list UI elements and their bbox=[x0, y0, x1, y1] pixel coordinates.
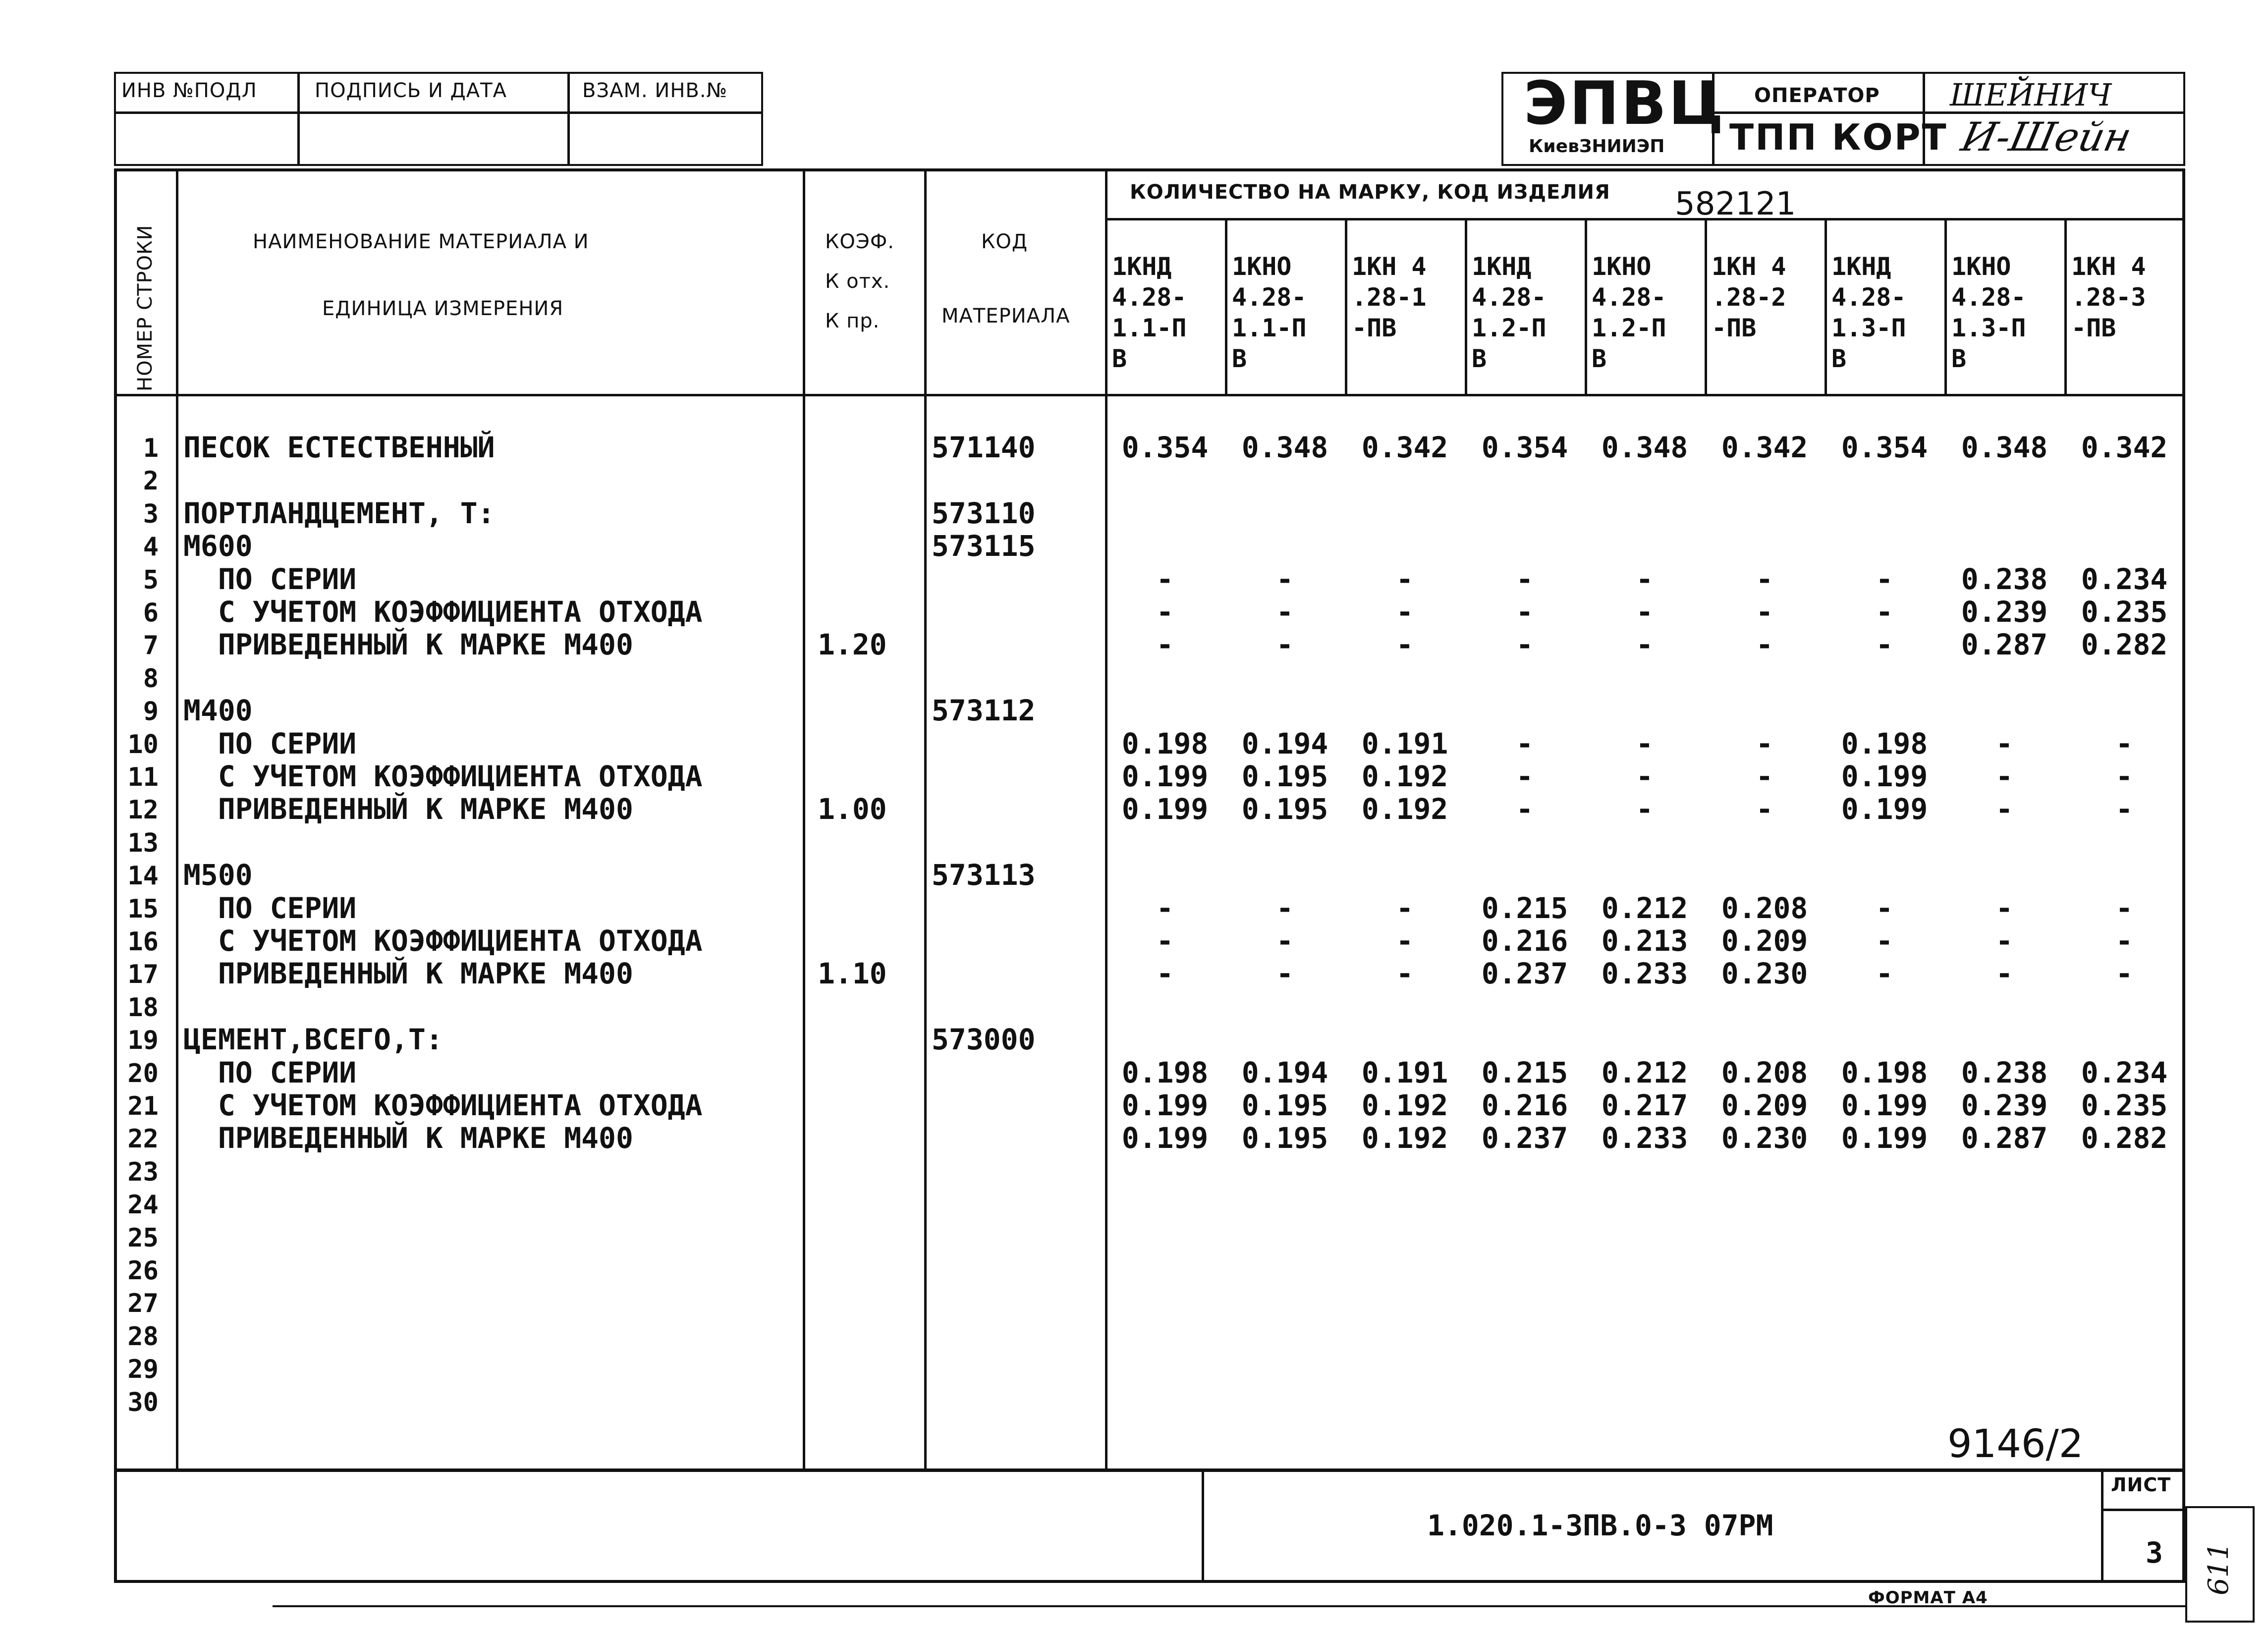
row-number: 30 bbox=[127, 1387, 159, 1417]
quantity-value: 0.235 bbox=[2081, 1088, 2168, 1122]
quantity-value: - bbox=[1756, 792, 1773, 826]
row-number: 8 bbox=[143, 663, 159, 694]
quantity-value: 0.199 bbox=[1841, 792, 1928, 826]
row-number: 6 bbox=[143, 598, 159, 628]
row-number: 22 bbox=[127, 1124, 159, 1154]
row-number: 1 bbox=[143, 434, 159, 463]
quantity-value: 0.199 bbox=[1121, 792, 1209, 826]
quantity-value: - bbox=[2115, 924, 2133, 958]
quantity-value: 0.209 bbox=[1721, 924, 1808, 958]
quantity-value: - bbox=[1516, 628, 1534, 662]
material-name: ПО СЕРИИ bbox=[183, 1055, 357, 1089]
quantity-value: 0.234 bbox=[2081, 562, 2168, 596]
sign-label: ПОДПИСЬ И ДАТА bbox=[315, 79, 507, 102]
quantity-value: - bbox=[1516, 562, 1534, 596]
product-column-header: 1КН 4 bbox=[1712, 252, 1786, 281]
quantity-value: 0.194 bbox=[1241, 1055, 1328, 1089]
quantity-value: 0.230 bbox=[1721, 957, 1808, 991]
quantity-value: 0.287 bbox=[1961, 1121, 2048, 1155]
quantity-value: - bbox=[1636, 628, 1654, 662]
quantity-value: 0.238 bbox=[1961, 562, 2048, 596]
row-number: 11 bbox=[127, 762, 159, 792]
row-number: 23 bbox=[127, 1157, 159, 1187]
material-name: ПЕСОК ЕСТЕСТВЕННЫЙ bbox=[183, 431, 495, 464]
quantity-value: 0.212 bbox=[1601, 1055, 1688, 1089]
row-number: 26 bbox=[127, 1256, 159, 1286]
material-name: М400 bbox=[183, 694, 253, 728]
header-material-line2: ЕДИНИЦА ИЗМЕРЕНИЯ bbox=[322, 297, 564, 320]
quantity-value: 0.195 bbox=[1241, 1088, 1328, 1122]
doc-number: 9146/2 bbox=[1947, 1422, 2084, 1467]
row-number: 28 bbox=[127, 1321, 159, 1352]
quantity-value: - bbox=[1156, 957, 1174, 991]
coefficient-value: 1.20 bbox=[818, 628, 887, 662]
quantity-value: 0.342 bbox=[1361, 431, 1448, 464]
product-column-header: В bbox=[1951, 344, 1967, 373]
product-column-header: 1.3-П bbox=[1951, 314, 2026, 342]
quantity-value: - bbox=[1276, 891, 1294, 925]
quantity-value: - bbox=[1876, 924, 1893, 958]
quantity-value: - bbox=[1876, 628, 1893, 662]
material-code: 573112 bbox=[932, 694, 1036, 728]
institute-name: КиевЗНИИЭП bbox=[1529, 136, 1665, 157]
quantity-value: - bbox=[2115, 726, 2133, 761]
material-name: ПОРТЛАНДЦЕМЕНТ, Т: bbox=[183, 496, 495, 530]
row-number: 24 bbox=[127, 1190, 159, 1220]
product-column-header: .28-3 bbox=[2071, 283, 2146, 312]
product-column-header: 1КНО bbox=[1951, 252, 2011, 281]
coefficient-value: 1.00 bbox=[818, 792, 887, 826]
quantity-value: - bbox=[1876, 562, 1893, 596]
row-number: 19 bbox=[127, 1026, 159, 1056]
quantity-value: 0.194 bbox=[1241, 726, 1328, 761]
quantity-value: - bbox=[1756, 595, 1773, 629]
quantity-value: - bbox=[1995, 726, 2013, 761]
quantity-value: 0.354 bbox=[1121, 431, 1209, 464]
sheet-label: ЛИСТ bbox=[2111, 1474, 2171, 1496]
material-name: С УЧЕТОМ КОЭФФИЦИЕНТА ОТХОДА bbox=[183, 760, 703, 793]
quantity-value: 0.192 bbox=[1361, 1121, 1448, 1155]
product-column-header: 1.2-П bbox=[1472, 314, 1547, 342]
designation: 1.020.1-3ПВ.0-3 07РМ bbox=[1427, 1509, 1773, 1542]
quantity-value: - bbox=[1995, 957, 2013, 991]
quantity-value: - bbox=[1995, 891, 2013, 925]
quantity-value: 0.198 bbox=[1121, 1055, 1209, 1089]
quantity-value: 0.208 bbox=[1721, 891, 1808, 925]
quantity-value: - bbox=[1995, 792, 2013, 826]
header-product-code: 582121 bbox=[1675, 186, 1796, 222]
quantity-value: 0.235 bbox=[2081, 595, 2168, 629]
quantity-value: - bbox=[1396, 562, 1414, 596]
title-block bbox=[114, 1469, 2185, 1583]
quantity-value: - bbox=[1156, 891, 1174, 925]
quantity-value: - bbox=[1756, 726, 1773, 761]
quantity-value: - bbox=[1636, 792, 1654, 826]
quantity-value: - bbox=[1156, 595, 1174, 629]
sheet-value: 3 bbox=[2146, 1536, 2163, 1570]
material-name: ПО СЕРИИ bbox=[183, 891, 357, 925]
quantity-value: 0.209 bbox=[1721, 1088, 1808, 1122]
row-number: 29 bbox=[127, 1355, 159, 1385]
quantity-value: - bbox=[1876, 891, 1893, 925]
product-column-header: 4.28- bbox=[1232, 283, 1307, 312]
quantity-value: - bbox=[1876, 595, 1893, 629]
product-column-header: 1.3-П bbox=[1831, 314, 1906, 342]
handwritten-signature: И-Шейн bbox=[1957, 114, 2136, 160]
quantity-value: 0.198 bbox=[1841, 1055, 1928, 1089]
material-name: ПО СЕРИИ bbox=[183, 562, 357, 596]
quantity-value: 0.233 bbox=[1601, 957, 1688, 991]
quantity-value: 0.234 bbox=[2081, 1055, 2168, 1089]
quantity-value: 0.237 bbox=[1481, 957, 1568, 991]
product-column-header: 4.28- bbox=[1592, 283, 1666, 312]
material-name: С УЧЕТОМ КОЭФФИЦИЕНТА ОТХОДА bbox=[183, 924, 703, 958]
inv-label: ИНВ №ПОДЛ bbox=[121, 79, 257, 102]
row-number: 17 bbox=[127, 960, 159, 990]
quantity-value: - bbox=[1396, 628, 1414, 662]
product-column-header: -ПВ bbox=[1352, 314, 1397, 342]
row-number: 21 bbox=[127, 1091, 159, 1121]
material-code: 573115 bbox=[932, 529, 1036, 563]
product-column-header: 1.2-П bbox=[1592, 314, 1666, 342]
header-coef-line3: К пр. bbox=[825, 310, 880, 332]
quantity-value: 0.199 bbox=[1121, 760, 1209, 793]
row-number: 12 bbox=[127, 795, 159, 825]
quantity-value: 0.287 bbox=[1961, 628, 2048, 662]
quantity-value: 0.191 bbox=[1361, 1055, 1448, 1089]
product-column-header: 1.1-П bbox=[1112, 314, 1187, 342]
quantity-value: 0.282 bbox=[2081, 1121, 2168, 1155]
material-name: ПРИВЕДЕННЫЙ К МАРКЕ М400 bbox=[183, 1121, 633, 1155]
material-name: ПРИВЕДЕННЫЙ К МАРКЕ М400 bbox=[183, 792, 633, 826]
quantity-value: - bbox=[1156, 628, 1174, 662]
format-label: ФОРМАТ А4 bbox=[1868, 1588, 1988, 1608]
quantity-value: - bbox=[1396, 957, 1414, 991]
product-column-header: 1КНД bbox=[1112, 252, 1172, 281]
row-number: 14 bbox=[127, 861, 159, 891]
header-row-number: НОМЕР СТРОКИ bbox=[134, 224, 157, 391]
product-column-header: 1КНО bbox=[1232, 252, 1292, 281]
material-name: С УЧЕТОМ КОЭФФИЦИЕНТА ОТХОДА bbox=[183, 595, 703, 629]
side-number: 611 bbox=[2203, 1542, 2235, 1595]
product-column-header: 1КНО bbox=[1592, 252, 1652, 281]
material-code: 573110 bbox=[932, 496, 1036, 530]
row-number: 10 bbox=[127, 729, 159, 760]
header-qty-label: КОЛИЧЕСТВО НА МАРКУ, КОД ИЗДЕЛИЯ bbox=[1130, 181, 1610, 204]
product-column-header: 4.28- bbox=[1951, 283, 2026, 312]
quantity-value: - bbox=[1156, 924, 1174, 958]
quantity-value: 0.195 bbox=[1241, 1121, 1328, 1155]
operator-value: ТПП КОРТ bbox=[1729, 116, 1948, 158]
quantity-value: - bbox=[1876, 957, 1893, 991]
quantity-value: - bbox=[1516, 726, 1534, 761]
row-number: 5 bbox=[143, 565, 159, 595]
quantity-value: - bbox=[1756, 760, 1773, 793]
quantity-value: - bbox=[1276, 957, 1294, 991]
product-column-header: 1КН 4 bbox=[1352, 252, 1427, 281]
quantity-value: 0.199 bbox=[1841, 1121, 1928, 1155]
material-name: М600 bbox=[183, 529, 253, 563]
quantity-value: 0.237 bbox=[1481, 1121, 1568, 1155]
quantity-value: 0.348 bbox=[1961, 431, 2048, 464]
quantity-value: - bbox=[1636, 760, 1654, 793]
material-name: ПО СЕРИИ bbox=[183, 726, 357, 761]
operator-label: ОПЕРАТОР bbox=[1754, 84, 1880, 107]
row-number: 27 bbox=[127, 1289, 159, 1319]
quantity-value: 0.217 bbox=[1601, 1088, 1688, 1122]
quantity-value: - bbox=[1516, 595, 1534, 629]
quantity-value: 0.198 bbox=[1841, 726, 1928, 761]
quantity-value: 0.192 bbox=[1361, 1088, 1448, 1122]
quantity-value: 0.238 bbox=[1961, 1055, 2048, 1089]
header-code-line2: МАТЕРИАЛА bbox=[941, 305, 1070, 327]
quantity-value: 0.216 bbox=[1481, 924, 1568, 958]
row-number: 16 bbox=[127, 927, 159, 957]
quantity-value: 0.215 bbox=[1481, 891, 1568, 925]
quantity-value: 0.195 bbox=[1241, 792, 1328, 826]
quantity-value: 0.192 bbox=[1361, 792, 1448, 826]
product-column-header: 1КНД bbox=[1472, 252, 1532, 281]
row-number: 15 bbox=[127, 894, 159, 924]
product-column-header: -ПВ bbox=[1712, 314, 1757, 342]
person-name: ШЕЙНИЧ bbox=[1950, 77, 2112, 113]
product-column-header: В bbox=[1472, 344, 1487, 373]
quantity-value: 0.239 bbox=[1961, 1088, 2048, 1122]
row-number: 2 bbox=[143, 466, 159, 496]
quantity-value: - bbox=[1396, 924, 1414, 958]
quantity-value: 0.342 bbox=[1721, 431, 1808, 464]
quantity-value: 0.354 bbox=[1841, 431, 1928, 464]
quantity-value: - bbox=[1756, 562, 1773, 596]
quantity-value: - bbox=[1276, 595, 1294, 629]
quantity-value: 0.215 bbox=[1481, 1055, 1568, 1089]
quantity-value: 0.230 bbox=[1721, 1121, 1808, 1155]
quantity-value: - bbox=[1276, 562, 1294, 596]
quantity-value: 0.199 bbox=[1121, 1088, 1209, 1122]
quantity-value: - bbox=[1516, 792, 1534, 826]
quantity-value: - bbox=[1276, 924, 1294, 958]
product-column-header: 1.1-П bbox=[1232, 314, 1307, 342]
product-column-header: В bbox=[1592, 344, 1607, 373]
quantity-value: 0.199 bbox=[1841, 1088, 1928, 1122]
material-name: ПРИВЕДЕННЫЙ К МАРКЕ М400 bbox=[183, 628, 633, 662]
quantity-value: 0.342 bbox=[2081, 431, 2168, 464]
product-column-header: 4.28- bbox=[1112, 283, 1187, 312]
header-material-line1: НАИМЕНОВАНИЕ МАТЕРИАЛА И bbox=[253, 230, 589, 253]
quantity-value: 0.191 bbox=[1361, 726, 1448, 761]
row-number: 25 bbox=[127, 1223, 159, 1253]
org-logo: ЭПВЦ bbox=[1524, 69, 1726, 138]
product-column-header: 4.28- bbox=[1831, 283, 1906, 312]
quantity-value: - bbox=[1396, 595, 1414, 629]
material-name: С УЧЕТОМ КОЭФФИЦИЕНТА ОТХОДА bbox=[183, 1088, 703, 1122]
product-column-header: В bbox=[1112, 344, 1127, 373]
quantity-value: - bbox=[1756, 628, 1773, 662]
product-column-header: 1КНД bbox=[1831, 252, 1891, 281]
row-number: 18 bbox=[127, 992, 159, 1023]
quantity-value: 0.348 bbox=[1601, 431, 1688, 464]
header-code-line1: КОД bbox=[981, 230, 1028, 253]
product-column-header: В bbox=[1831, 344, 1847, 373]
quantity-value: 0.216 bbox=[1481, 1088, 1568, 1122]
quantity-value: 0.192 bbox=[1361, 760, 1448, 793]
quantity-value: 0.239 bbox=[1961, 595, 2048, 629]
row-number: 13 bbox=[127, 828, 159, 858]
quantity-value: - bbox=[1276, 628, 1294, 662]
quantity-value: 0.208 bbox=[1721, 1055, 1808, 1089]
material-name: ПРИВЕДЕННЫЙ К МАРКЕ М400 bbox=[183, 957, 633, 991]
quantity-value: - bbox=[2115, 957, 2133, 991]
material-code: 573000 bbox=[932, 1023, 1036, 1057]
quantity-value: 0.233 bbox=[1601, 1121, 1688, 1155]
quantity-value: - bbox=[1995, 760, 2013, 793]
header-coef-line1: КОЭФ. bbox=[825, 230, 894, 253]
quantity-value: 0.282 bbox=[2081, 628, 2168, 662]
quantity-value: 0.354 bbox=[1481, 431, 1568, 464]
quantity-value: 0.198 bbox=[1121, 726, 1209, 761]
material-code: 571140 bbox=[932, 431, 1036, 464]
quantity-value: - bbox=[1636, 595, 1654, 629]
quantity-value: 0.213 bbox=[1601, 924, 1688, 958]
product-column-header: -ПВ bbox=[2071, 314, 2116, 342]
quantity-value: 0.348 bbox=[1241, 431, 1328, 464]
coefficient-value: 1.10 bbox=[818, 957, 887, 991]
quantity-value: 0.199 bbox=[1121, 1121, 1209, 1155]
row-number: 3 bbox=[143, 499, 159, 529]
row-number: 4 bbox=[143, 532, 159, 562]
quantity-value: - bbox=[1396, 891, 1414, 925]
quantity-value: - bbox=[1636, 562, 1654, 596]
quantity-value: - bbox=[1156, 562, 1174, 596]
row-number: 20 bbox=[127, 1058, 159, 1088]
header-coef-line2: К отх. bbox=[825, 270, 890, 293]
quantity-value: - bbox=[1516, 760, 1534, 793]
quantity-value: - bbox=[2115, 760, 2133, 793]
quantity-value: - bbox=[1995, 924, 2013, 958]
quantity-value: - bbox=[2115, 792, 2133, 826]
vzam-label: ВЗАМ. ИНВ.№ bbox=[582, 79, 728, 102]
product-column-header: .28-1 bbox=[1352, 283, 1427, 312]
quantity-value: 0.199 bbox=[1841, 760, 1928, 793]
product-column-header: 1КН 4 bbox=[2071, 252, 2146, 281]
product-column-header: .28-2 bbox=[1712, 283, 1786, 312]
quantity-value: - bbox=[1636, 726, 1654, 761]
product-column-header: 4.28- bbox=[1472, 283, 1547, 312]
product-column-header: В bbox=[1232, 344, 1247, 373]
quantity-value: 0.195 bbox=[1241, 760, 1328, 793]
material-name: ЦЕМЕНТ,ВСЕГО,Т: bbox=[183, 1023, 443, 1057]
material-name: М500 bbox=[183, 858, 253, 892]
material-code: 573113 bbox=[932, 858, 1036, 892]
row-number: 9 bbox=[143, 697, 159, 727]
row-number: 7 bbox=[143, 631, 159, 661]
quantity-value: - bbox=[2115, 891, 2133, 925]
quantity-value: 0.212 bbox=[1601, 891, 1688, 925]
